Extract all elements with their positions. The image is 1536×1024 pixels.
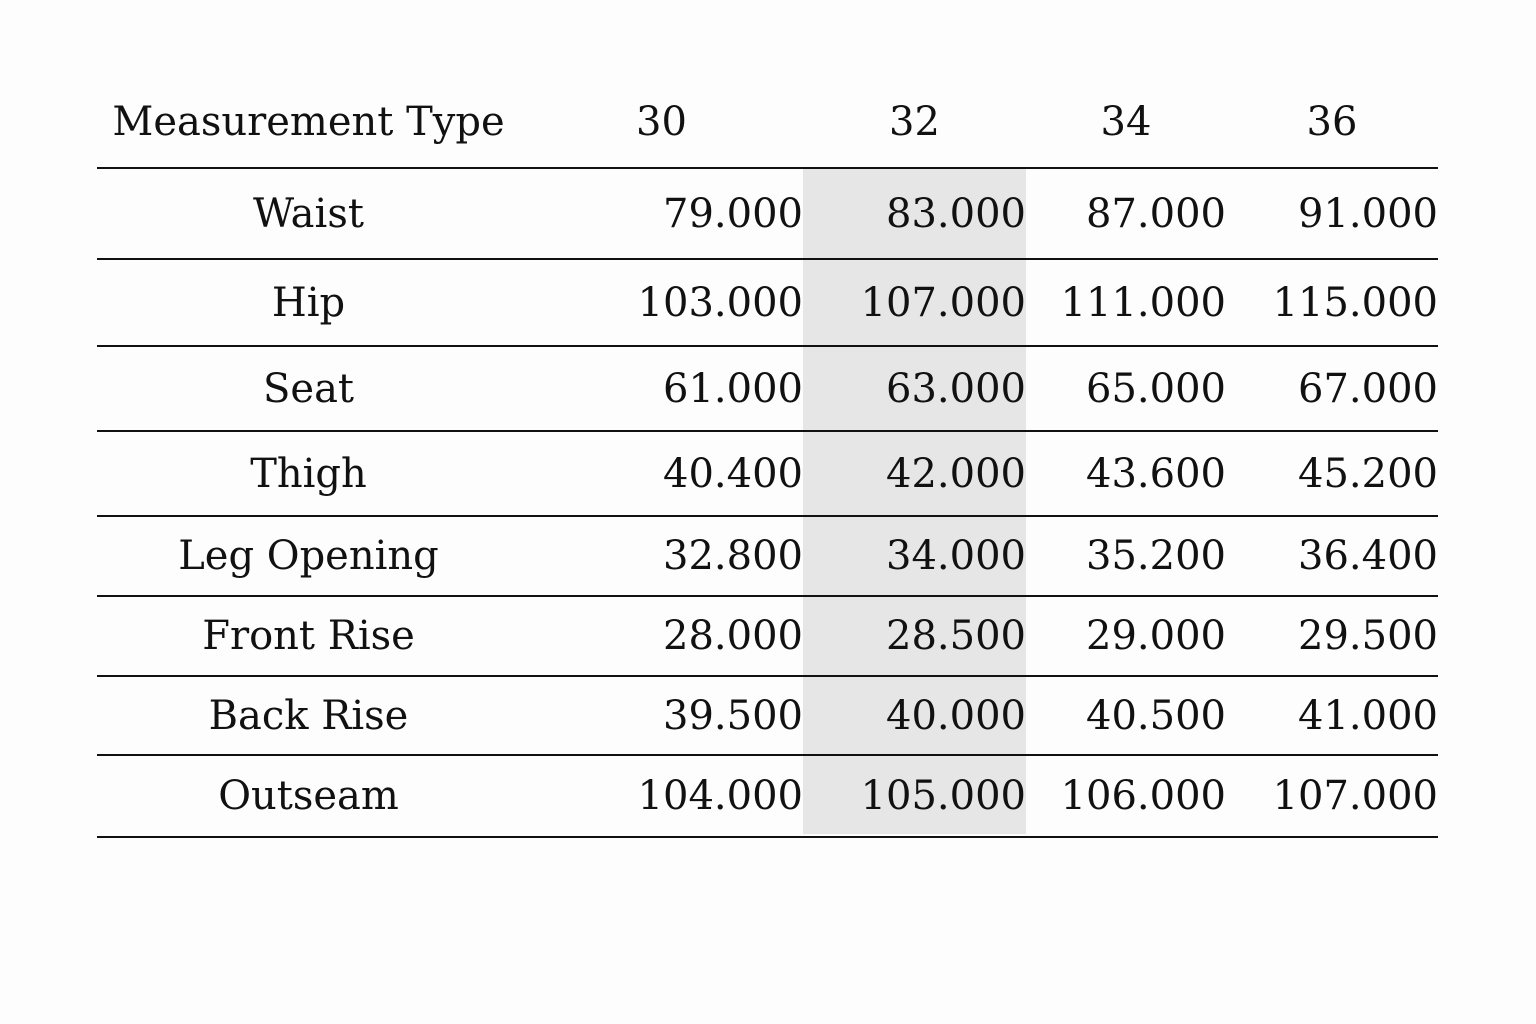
cell-value: 115.000 [1226,259,1438,346]
cell-value: 83.000 [803,168,1026,259]
table-row [97,431,1438,516]
cell-value: 40.000 [803,676,1026,755]
cell-value: 39.500 [520,676,803,755]
size-chart-table [97,77,1438,838]
cell-value: 79.000 [520,168,803,259]
header-size-34: 34 [1026,77,1226,168]
cell-value: 29.000 [1026,596,1226,676]
header-size-30: 30 [520,77,803,168]
cell-value: 107.000 [803,259,1026,346]
table-row [97,516,1438,596]
cell-value: 104.000 [520,755,803,837]
table-row [97,168,1438,259]
table-row [97,676,1438,755]
cell-value: 106.000 [1026,755,1226,837]
row-label: Back Rise [97,676,520,755]
table-row [97,596,1438,676]
cell-value: 36.400 [1226,516,1438,596]
cell-value: 105.000 [803,755,1026,837]
header-row [97,77,1438,168]
cell-value: 28.500 [803,596,1026,676]
cell-value: 111.000 [1026,259,1226,346]
cell-value: 43.600 [1026,431,1226,516]
cell-value: 63.000 [803,346,1026,431]
cell-value: 35.200 [1026,516,1226,596]
cell-value: 32.800 [520,516,803,596]
table-row [97,259,1438,346]
row-label: Outseam [97,755,520,837]
row-label: Thigh [97,431,520,516]
cell-value: 61.000 [520,346,803,431]
header-size-32: 32 [803,77,1026,168]
row-label: Waist [97,168,520,259]
header-size-36: 36 [1226,77,1438,168]
cell-value: 91.000 [1226,168,1438,259]
cell-value: 45.200 [1226,431,1438,516]
table-row [97,755,1438,837]
cell-value: 28.000 [520,596,803,676]
cell-value: 107.000 [1226,755,1438,837]
row-label: Leg Opening [97,516,520,596]
table-row [97,346,1438,431]
cell-value: 40.500 [1026,676,1226,755]
header-measurement-type: Measurement Type [97,77,520,168]
cell-value: 67.000 [1226,346,1438,431]
row-label: Seat [97,346,520,431]
row-label: Hip [97,259,520,346]
cell-value: 29.500 [1226,596,1438,676]
cell-value: 87.000 [1026,168,1226,259]
row-label: Front Rise [97,596,520,676]
cell-value: 42.000 [803,431,1026,516]
cell-value: 34.000 [803,516,1026,596]
cell-value: 40.400 [520,431,803,516]
cell-value: 103.000 [520,259,803,346]
cell-value: 65.000 [1026,346,1226,431]
cell-value: 41.000 [1226,676,1438,755]
